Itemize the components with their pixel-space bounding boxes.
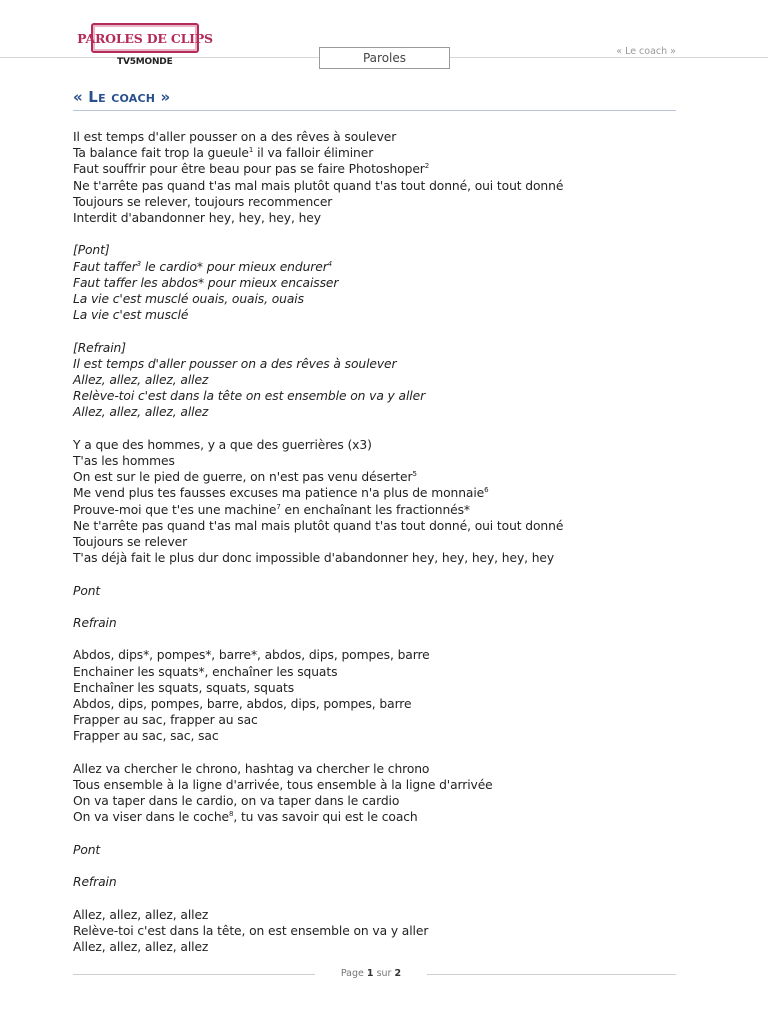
blank-line — [73, 421, 693, 437]
lyric-line — [73, 793, 693, 809]
lyric-line — [73, 307, 693, 323]
lyric-text: Frapper au sac, sac, sac — [73, 729, 219, 744]
footnote-marker: 2 — [424, 162, 430, 171]
page-indicator — [315, 968, 427, 979]
lyric-text: La vie c'est musclé ouais, ouais, ouais — [73, 292, 304, 307]
lyric-text: Refrain — [73, 616, 117, 631]
lyric-text: Abdos, dips*, pompes*, barre*, abdos, dips, pompes, barre — [73, 648, 430, 663]
lyric-line — [73, 728, 693, 744]
lyric-line — [73, 502, 693, 518]
lyric-text: La vie c'est musclé — [73, 308, 189, 323]
lyric-text: Enchaîner les squats, squats, squats — [73, 680, 295, 695]
lyric-text: Ne t'arrête pas quand t'as mal mais plutôt quand t'as tout donné, oui tout donné — [73, 178, 564, 193]
lyric-line — [73, 469, 693, 485]
lyric-line — [73, 680, 693, 696]
lyrics-body — [73, 129, 693, 955]
lyric-line — [73, 372, 693, 388]
lyric-line — [73, 275, 693, 291]
lyric-text: Allez, allez, allez, allez — [73, 373, 209, 388]
lyric-text: Relève-toi c'est dans la tête on est ensemble on va y aller — [73, 389, 426, 404]
lyric-text: Toujours se relever — [73, 535, 188, 550]
site-logo[interactable] — [77, 23, 213, 53]
lyric-line — [73, 194, 693, 210]
lyric-line — [73, 761, 693, 777]
lyric-line — [73, 242, 693, 258]
footer-divider-left — [73, 974, 315, 975]
lyric-text: Ne t'arrête pas quand t'as mal mais plutôt quand t'as tout donné, oui tout donné — [73, 518, 564, 533]
lyric-text: Il est temps d'aller pousser on a des rêves à soulever — [73, 130, 397, 144]
page-title: « Le coach » — [73, 88, 171, 106]
lyric-line — [73, 550, 693, 566]
lyric-line — [73, 809, 693, 825]
lyric-line — [73, 437, 693, 453]
lyric-line — [73, 874, 693, 890]
lyric-line — [73, 340, 693, 356]
lyric-text: Y a que des hommes, y a que des guerrières (x3) — [73, 437, 372, 452]
lyric-line — [73, 842, 693, 858]
lyric-line — [73, 485, 693, 501]
lyric-text: en enchaînant les fractionnés* — [280, 502, 470, 517]
lyric-text: , tu vas savoir qui est le coach — [233, 810, 418, 825]
lyric-text: Tous ensemble à la ligne d'arrivée, tous ensemble à la ligne d'arrivée — [73, 778, 493, 793]
footnote-marker: 7 — [276, 502, 281, 511]
lyric-text: Allez, allez, allez, allez — [73, 907, 209, 922]
title-underline — [73, 110, 676, 111]
lyric-text: Pont — [73, 583, 101, 598]
lyric-line — [73, 615, 693, 631]
blank-line — [73, 631, 693, 647]
lyric-line — [73, 647, 693, 663]
page-current: 1 — [366, 968, 374, 979]
page-of: sur — [376, 968, 392, 979]
footer-divider-right — [427, 974, 676, 975]
running-title: « Le coach » — [616, 46, 676, 57]
blank-line — [73, 858, 693, 874]
logo-subtitle: TV5MONDE — [117, 57, 173, 67]
lyric-text: T'as les hommes — [73, 454, 175, 469]
logo-text: PAROLES DE CLIPS — [77, 30, 213, 46]
lyric-text: il va falloir éliminer — [253, 146, 374, 161]
lyric-text: le cardio* pour mieux endurer — [141, 259, 328, 274]
lyric-line — [73, 777, 693, 793]
lyric-text: T'as déjà fait le plus dur donc impossible d'abandonner hey, hey, hey, hey, hey — [73, 551, 555, 566]
blank-line — [73, 599, 693, 615]
lyric-text: Enchainer les squats*, enchaîner les squats — [73, 664, 338, 679]
lyric-line — [73, 356, 693, 372]
lyric-line — [73, 404, 693, 420]
blank-line — [73, 745, 693, 761]
lyric-line — [73, 161, 693, 177]
lyric-line — [73, 664, 693, 680]
footnote-marker: 1 — [248, 146, 254, 155]
blank-line — [73, 826, 693, 842]
lyric-line — [73, 534, 693, 550]
lyric-line — [73, 291, 693, 307]
lyric-text: Allez va chercher le chrono, hashtag va chercher le chrono — [73, 761, 430, 776]
footnote-marker: 5 — [412, 470, 417, 479]
lyric-text: Faut souffrir pour être beau pour pas se faire Photoshoper — [73, 162, 425, 177]
lyric-text: Abdos, dips, pompes, barre, abdos, dips, pompes, barre — [73, 697, 412, 712]
lyric-text: Faut taffer — [73, 259, 137, 274]
lyric-text: On va viser dans le coche — [73, 810, 229, 825]
footnote-marker: 4 — [327, 259, 333, 268]
lyric-text: [Refrain] — [73, 340, 126, 355]
lyric-line — [73, 388, 693, 404]
lyric-line — [73, 210, 693, 226]
blank-line — [73, 566, 693, 582]
lyric-text: Il est temps d'aller pousser on a des rêves à soulever — [73, 356, 397, 371]
lyric-text: Ta balance fait trop la gueule — [73, 146, 249, 161]
page-label: Page — [340, 968, 364, 979]
lyric-text: Toujours se relever, toujours recommencer — [73, 194, 333, 209]
lyric-line — [73, 583, 693, 599]
lyric-line — [73, 259, 693, 275]
lyric-line — [73, 712, 693, 728]
lyric-text: Allez, allez, allez, allez — [73, 940, 209, 954]
lyric-text: Interdit d'abandonner hey, hey, hey, hey — [73, 211, 321, 226]
lyric-line — [73, 518, 693, 534]
lyric-line — [73, 907, 693, 923]
lyric-text: Allez, allez, allez, allez — [73, 405, 209, 420]
lyric-text: Prouve-moi que t'es une machine — [73, 502, 277, 517]
blank-line — [73, 226, 693, 242]
lyric-line — [73, 939, 693, 955]
lyric-line — [73, 178, 693, 194]
lyric-text: On est sur le pied de guerre, on n'est pas venu déserter — [73, 470, 413, 485]
lyric-line — [73, 129, 693, 145]
footnote-marker: 3 — [136, 259, 142, 268]
lyric-line — [73, 453, 693, 469]
footnote-marker: 8 — [228, 810, 234, 819]
footnote-marker: 6 — [484, 486, 489, 495]
blank-line — [73, 890, 693, 906]
lyric-text: Refrain — [73, 875, 117, 890]
page-total: 2 — [394, 968, 402, 979]
lyric-text: Relève-toi c'est dans la tête, on est ensemble on va y aller — [73, 923, 429, 938]
lyric-line — [73, 696, 693, 712]
lyric-text: Me vend plus tes fausses excuses ma patience n'a plus de monnaie — [73, 486, 485, 501]
lyric-text: [Pont] — [73, 243, 110, 258]
lyric-text: On va taper dans le cardio, on va taper dans le cardio — [73, 794, 400, 809]
lyric-text: Pont — [73, 842, 101, 857]
tab-paroles[interactable]: Paroles — [319, 47, 450, 69]
lyric-text: Frapper au sac, frapper au sac — [73, 713, 258, 728]
blank-line — [73, 323, 693, 339]
lyric-line — [73, 145, 693, 161]
lyric-line — [73, 923, 693, 939]
lyric-text: Faut taffer les abdos* pour mieux encaisser — [73, 275, 339, 290]
